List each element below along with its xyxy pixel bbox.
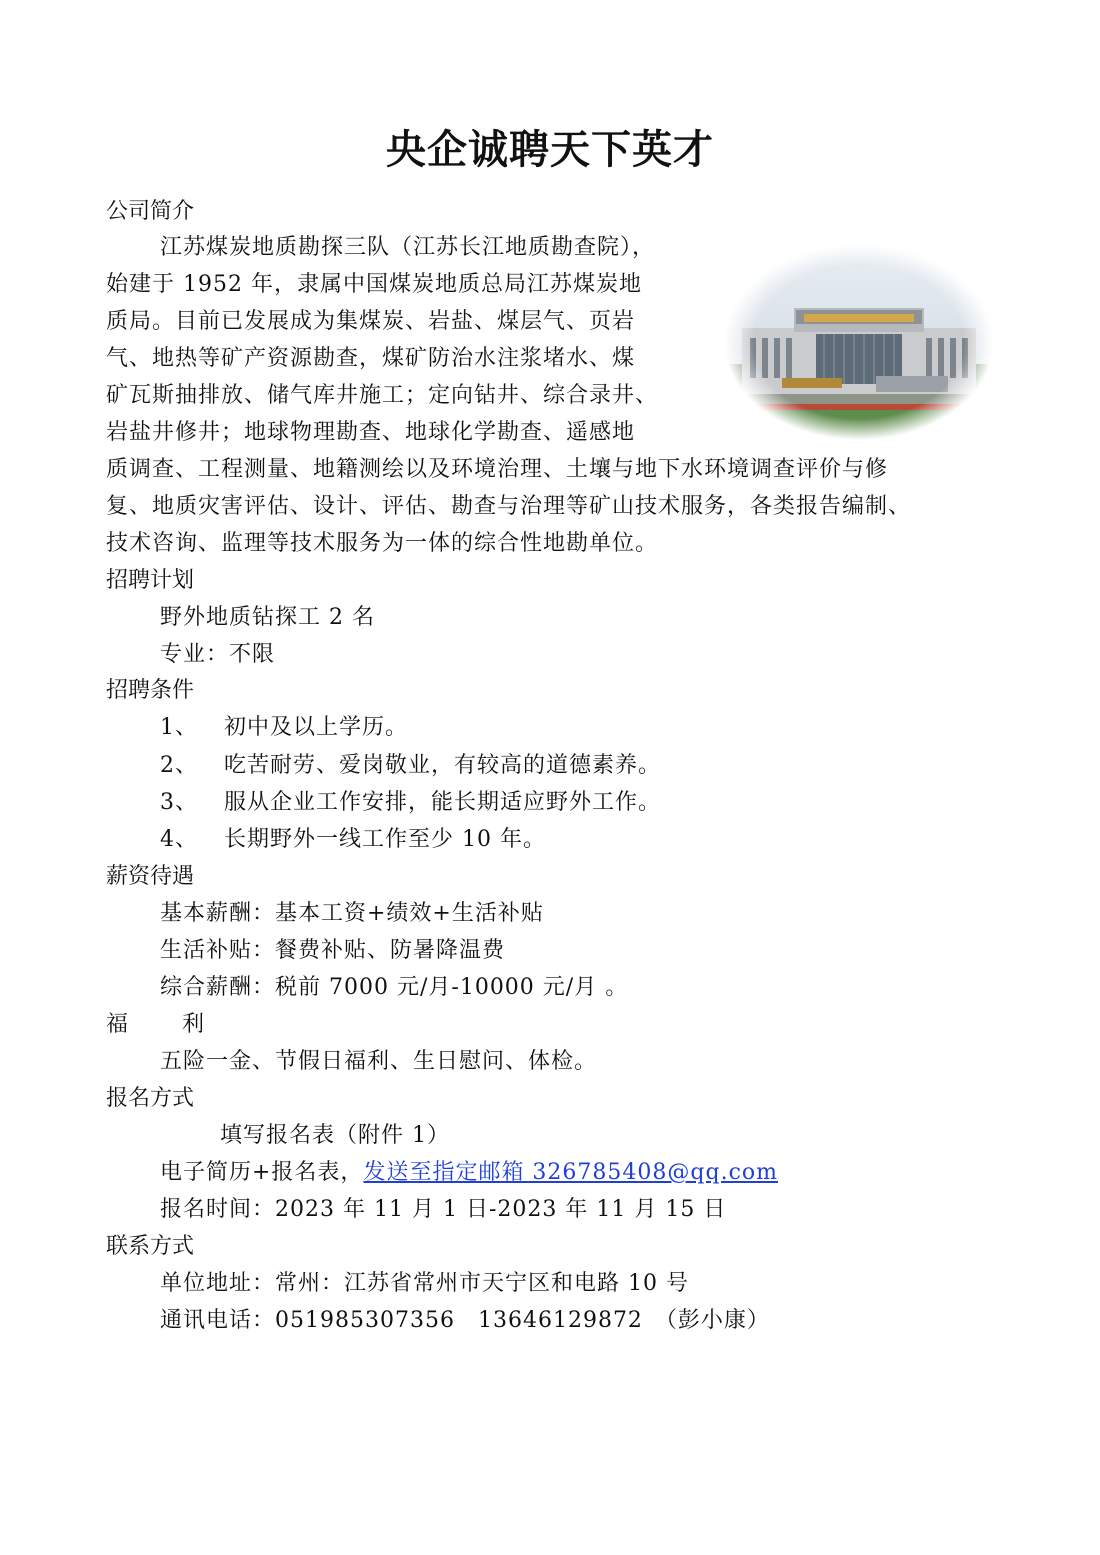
requirement-number: 3、 xyxy=(160,790,198,815)
requirement-number: 2、 xyxy=(160,753,198,778)
requirement-item xyxy=(160,751,661,781)
requirement-text: 吃苦耐劳、爱岗敬业，有较高的道德素养。 xyxy=(224,753,662,778)
requirement-text: 服从企业工作安排，能长期适应野外工作。 xyxy=(224,790,662,815)
apply-resume xyxy=(160,1158,778,1188)
section-heading-plan: 招聘计划 xyxy=(106,568,195,593)
section-heading-company: 公司简介 xyxy=(106,199,195,224)
welfare-text: 五险一金、节假日福利、生日慰问、体检。 xyxy=(160,1049,598,1074)
requirement-text: 初中及以上学历。 xyxy=(224,715,409,740)
page-title: 央企诚聘天下英才 xyxy=(386,127,714,173)
requirement-item xyxy=(160,713,408,743)
salary-line-total: 综合薪酬：税前 7000 元/月-10000 元/月 。 xyxy=(160,975,629,1000)
company-line-2: 始建于 1952 年，隶属中国煤炭地质总局江苏煤炭地 xyxy=(106,272,642,297)
requirement-number: 1、 xyxy=(160,715,198,740)
company-line-4: 气、地热等矿产资源勘查，煤矿防治水注浆堵水、煤 xyxy=(106,346,636,371)
contact-phone: 通讯电话：051985307356 13646129872 （彭小康） xyxy=(160,1308,770,1333)
building-photo xyxy=(724,244,994,440)
apply-form: 填写报名表（附件 1） xyxy=(220,1123,450,1148)
contact-address: 单位地址：常州：江苏省常州市天宁区和电路 10 号 xyxy=(160,1271,689,1296)
requirement-text: 长期野外一线工作至少 10 年。 xyxy=(224,827,546,852)
company-line-1: 江苏煤炭地质勘探三队（江苏长江地质勘查院）， xyxy=(160,235,656,260)
apply-time: 报名时间：2023 年 11 月 1 日-2023 年 11 月 15 日 xyxy=(160,1197,727,1222)
apply-resume-prefix: 电子简历+报名表， xyxy=(160,1160,364,1185)
email-link[interactable]: 发送至指定邮箱 326785408@qq.com xyxy=(363,1160,778,1185)
plan-position: 野外地质钻探工 2 名 xyxy=(160,605,375,630)
section-heading-requirements: 招聘条件 xyxy=(106,678,195,703)
company-line-8: 复、地质灾害评估、设计、评估、勘查与治理等矿山技术服务，各类报告编制、 xyxy=(106,494,912,519)
section-heading-contact: 联系方式 xyxy=(106,1234,195,1259)
company-line-5: 矿瓦斯抽排放、储气库井施工；定向钻井、综合录井、 xyxy=(106,383,659,408)
section-heading-apply: 报名方式 xyxy=(106,1086,195,1111)
company-line-3: 质局。目前已发展成为集煤炭、岩盐、煤层气、页岩 xyxy=(106,309,636,334)
salary-line-allowance: 生活补贴：餐费补贴、防暑降温费 xyxy=(160,938,506,963)
salary-line-base: 基本薪酬：基本工资+绩效+生活补贴 xyxy=(160,901,544,926)
welfare-heading-char-2: 利 xyxy=(182,1012,205,1037)
company-line-7: 质调查、工程测量、地籍测绘以及环境治理、土壤与地下水环境调查评价与修 xyxy=(106,457,889,482)
section-heading-welfare xyxy=(106,1010,204,1040)
requirement-item xyxy=(160,788,661,818)
company-line-9: 技术咨询、监理等技术服务为一体的综合性地勘单位。 xyxy=(106,531,659,556)
welfare-heading-char-1: 福 xyxy=(106,1012,129,1037)
requirement-item xyxy=(160,825,546,855)
company-line-6: 岩盐井修井；地球物理勘查、地球化学勘查、遥感地 xyxy=(106,420,636,445)
plan-major: 专业：不限 xyxy=(160,642,276,667)
requirement-number: 4、 xyxy=(160,827,198,852)
section-heading-salary: 薪资待遇 xyxy=(106,864,195,889)
